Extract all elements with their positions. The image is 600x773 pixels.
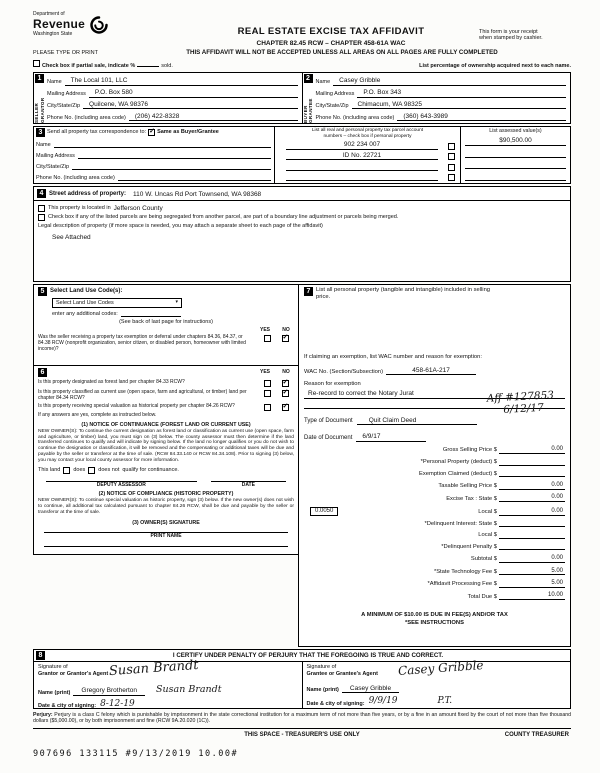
doc-type-label: Type of Document <box>304 418 353 425</box>
section8 <box>33 649 571 709</box>
segregated-checkbox[interactable] <box>38 214 45 221</box>
land-use-selected-value: Select Land Use Codes <box>56 299 114 306</box>
receipt-note-line1: This form is your receipt <box>479 29 538 35</box>
assessed-value-field[interactable]: $90,500.00 <box>465 137 566 145</box>
seller-city-label: City/State/Zip <box>47 102 81 109</box>
forest-no-checkbox[interactable] <box>282 380 289 387</box>
cashier-stamp: 907696 133115 #9/13/2019 10.00# <box>33 748 239 759</box>
correspondence-address-label: Mailing Address <box>36 152 75 159</box>
excise-tax-state-value: 0.00 <box>499 494 565 502</box>
seller-section <box>33 72 303 124</box>
local-tax-rate: 0.0050 <box>310 507 338 516</box>
gross-selling-price-label: Gross Selling Price $ <box>442 447 497 454</box>
buyer-city-field[interactable]: Chimacum, WA 98325 <box>352 101 566 109</box>
section4 <box>33 186 571 282</box>
section5 <box>33 284 299 366</box>
seller-phone-field[interactable]: (206) 422-8328 <box>129 113 298 121</box>
grantee-signature-label: Signature of <box>306 664 337 671</box>
treasurer-space-label: THIS SPACE - TREASURER'S USE ONLY <box>244 731 360 738</box>
land-use-select[interactable] <box>52 298 182 308</box>
grantee-date-value: 9/9/19 <box>368 696 398 707</box>
does-not-label: does not <box>98 466 120 473</box>
print-name-label: PRINT NAME <box>150 532 182 539</box>
assessed-value-field[interactable] <box>465 151 566 158</box>
segregated-label: Check box if any of the listed parcels are being segregated from another parcel, are part of a boundary line adjustment or parcels being merged. <box>48 214 399 221</box>
please-type-label: PLEASE TYPE OR PRINT <box>33 50 99 57</box>
grantee-agent-label: Grantee or Grantee's Agent <box>306 670 378 677</box>
logo-state-text: Washington State <box>33 30 73 37</box>
parcel-number-field[interactable]: 902 234 007 <box>286 141 438 149</box>
exemption-question: Was the seller receiving a property tax exemption or deferral under chapters 84.36, 84.37, or 84.38 RCW (nonprofit organization, senior citizen, or disabled person, homeowner with limited income)? <box>38 334 246 353</box>
delinquent-interest-state-value <box>499 520 565 527</box>
grantor-agent-label: Grantor or Grantor's Agent <box>38 670 109 677</box>
notice1-title: (1) NOTICE OF CONTINUANCE (FOREST LAND OR CURRENT USE) <box>81 421 251 428</box>
taxable-selling-price-label: Taxable Selling Price $ <box>438 483 497 490</box>
grantee-name-print-label: Name (print) <box>306 687 339 694</box>
wac-label: WAC No. (Section/Subsection) <box>304 368 384 375</box>
section7 <box>298 284 571 647</box>
section5-badge: 5 <box>38 287 47 296</box>
subtotal-label: Subtotal $ <box>470 556 497 563</box>
logo-revenue-text: Revenue <box>33 16 86 31</box>
correspondence-name-label: Name <box>36 141 51 148</box>
dropdown-arrow-icon: ▾ <box>175 299 178 306</box>
complete-note: If any answers are yes, complete as instructed below. <box>38 412 157 419</box>
affidavit-processing-fee-value: 5.00 <box>499 580 565 588</box>
warning-text: THIS AFFIDAVIT WILL NOT BE ACCEPTED UNLESS ALL AREAS ON ALL PAGES ARE FULLY COMPLETED <box>186 49 498 57</box>
grantor-signature-block <box>34 657 302 709</box>
correspondence-phone-label: Phone No. (including area code) <box>36 174 115 181</box>
buyer-side-label: BUYER <box>302 105 308 124</box>
exemption-no-checkbox[interactable] <box>282 335 289 342</box>
personal-property-blank-area[interactable] <box>304 300 565 350</box>
state-technology-fee-value: 5.00 <box>499 568 565 576</box>
dor-logo <box>33 12 183 37</box>
buyer-name-label: Name <box>315 79 331 86</box>
ownership-note: List percentage of ownership acquired next to each name. <box>419 62 571 69</box>
reason-label: Reason for exemption <box>304 381 361 388</box>
located-checkbox[interactable] <box>38 205 45 212</box>
form-title: REAL ESTATE EXCISE TAX AFFIDAVIT <box>237 26 425 37</box>
assessed-value-field[interactable] <box>465 174 566 181</box>
grantor-name-field[interactable]: Gregory Brotherton <box>73 687 145 695</box>
personal-property-deduct-value <box>499 459 565 466</box>
perjury-text: Perjury is a class C felony which is punishable by imprisonment in the state correctional institution for a maximum term of not more than five years, or by a fine in an amount fixed by the court of not more than five thousand dollars ($5,000.00), or by both imprisonment and fine (RCW 9A.20.020 (1C)). <box>33 712 571 725</box>
additional-codes-label: enter any additional codes: <box>52 311 118 318</box>
seller-city-field[interactable]: Quilcene, WA 98376 <box>83 101 297 109</box>
grantor-signature: Susan Brandt <box>108 657 200 680</box>
grantor-side-label: GRANTOR <box>39 97 45 124</box>
personal-property-checkbox-4[interactable] <box>448 174 455 181</box>
partial-sale-label: Check box if partial sale, indicate % <box>42 62 136 69</box>
grantee-date-label: Date & city of signing: <box>306 700 365 707</box>
section7-badge: 7 <box>304 287 313 296</box>
doc-date-field[interactable]: 6/9/17 <box>356 433 426 441</box>
legal-description-value: See Attached <box>52 233 91 241</box>
send-correspondence-label: Send all property tax correspondence to: <box>47 129 147 136</box>
yes-no-header: YES NO <box>259 326 290 333</box>
county-treasurer-label: COUNTY TREASURER <box>504 731 569 738</box>
delinquent-interest-local-value <box>499 532 565 539</box>
yes-no-header: YES NO <box>259 369 290 376</box>
owner-signature-field[interactable] <box>44 526 288 533</box>
reason-field[interactable]: Re-record to correct the Notary Jurat <box>304 390 565 398</box>
grantor-signature-label: Signature of <box>38 664 68 671</box>
street-address-field[interactable]: 110 W. Uncas Rd Port Townsend, WA 98368 <box>133 190 262 198</box>
correspondence-address-field[interactable] <box>78 152 271 159</box>
grantor-date-label: Date & city of signing: <box>38 702 97 709</box>
does-label: does <box>73 466 86 473</box>
personal-property-checkbox-2[interactable] <box>448 153 455 160</box>
current-use-no-checkbox[interactable] <box>282 390 289 397</box>
section3 <box>33 126 571 184</box>
street-address-label: Street address of property: <box>49 191 127 198</box>
same-as-buyer-checkbox[interactable] <box>148 129 155 136</box>
correspondence-city-label: City/State/Zip <box>36 163 70 170</box>
grantor-name-print-label: Name (print) <box>38 689 71 696</box>
current-use-question: Is this property classified as current use (open space, farm and agricultural, or timber) land per chapter 84.34 RCW? <box>38 389 247 402</box>
assessed-value-header: List assessed value(s) <box>489 128 542 135</box>
grantor-date-value: 8-12-19 <box>100 698 135 709</box>
additional-codes-field[interactable] <box>121 311 181 317</box>
personal-property-label: List all personal property (tangible and intangible) included in selling price. <box>316 287 491 300</box>
seller-phone-label: Phone No. (including area code) <box>47 114 126 121</box>
notice2-title: (2) NOTICE OF COMPLIANCE (HISTORIC PROPERTY) <box>98 491 234 498</box>
total-due-value: 10.00 <box>499 592 565 600</box>
located-county-field[interactable]: Jefferson County <box>113 205 163 213</box>
grantee-date-city: P.T. <box>437 696 453 707</box>
located-label: This property is located in <box>48 205 111 212</box>
partial-sale-percent-field[interactable] <box>137 61 159 67</box>
buyer-city-label: City/State/Zip <box>315 102 349 109</box>
notice1-body: NEW OWNER(S): To continue the current designation as forest land or classification as current use (open space, farm and agriculture, or timber) land, you must sign on (3) below. The county assessor must then determine if the land transferred continues to qualify and will indicate by signing below. If the land no longer qualifies or you do not wish to continue the designation or classification, it will be removed and the compensating or additional taxes will be due and payable by the seller or transferor at the time of sale. (RCW 84.33.140 or RCW 84.34.108). Prior to signing (3) below, you may contact your local county assessor for more information. <box>38 428 294 463</box>
subtotal-value: 0.00 <box>499 555 565 563</box>
land-use-label: Select Land Use Code(s): <box>50 288 123 295</box>
treasurer-footer <box>33 728 571 741</box>
certify-statement: I CERTIFY UNDER PENALTY OF PERJURY THAT THE FOREGOING IS TRUE AND CORRECT. <box>172 651 444 659</box>
section1-badge: 1 <box>35 74 44 83</box>
assessor-date-line: DATE <box>211 481 286 489</box>
section8-badge: 8 <box>36 651 45 660</box>
personal-property-checkbox-3[interactable] <box>448 164 455 171</box>
historic-property-question: Is this property receiving special valuation as historical property per chapter 84.26 RCW? <box>38 403 235 410</box>
section6 <box>33 365 299 555</box>
deputy-assessor-line: DEPUTY ASSESSOR <box>46 481 197 489</box>
buyer-name-field[interactable]: Casey Gribble <box>333 77 566 85</box>
historic-yes-checkbox[interactable] <box>264 404 271 411</box>
section3-badge: 3 <box>36 128 45 137</box>
same-as-buyer-label: Same as Buyer/Grantee <box>157 129 219 136</box>
exemption-claimed-label: Exemption Claimed (deduct) $ <box>419 470 497 477</box>
form-subtitle: CHAPTER 82.45 RCW – CHAPTER 458-61A WAC <box>256 39 406 47</box>
section4-badge: 4 <box>37 189 46 198</box>
reet-affidavit-page <box>33 12 571 759</box>
minimum-due-note: A MINIMUM OF $10.00 IS DUE IN FEE(S) AND/OR TAX *SEE INSTRUCTIONS <box>361 612 508 626</box>
correspondence-name-field[interactable] <box>54 141 271 148</box>
delinquent-penalty-label: *Delinquent Penalty $ <box>441 543 497 550</box>
qualify-label: qualify for continuance. <box>122 466 179 473</box>
parcel-header: List all real and personal property tax parcel account numbers – check box if personal property <box>311 128 424 139</box>
form-header <box>33 12 571 69</box>
assessed-value-field[interactable] <box>465 162 566 169</box>
grantee-side-label: GRANTEE <box>308 98 313 124</box>
perjury-label: Perjury: <box>33 712 53 719</box>
personal-property-deduct-label: *Personal Property (deduct) $ <box>420 458 497 465</box>
grantee-name-field[interactable]: Casey Gribble <box>342 685 399 693</box>
buyer-phone-label: Phone No. (including area code) <box>315 114 395 121</box>
print-name-field[interactable] <box>44 540 288 547</box>
forest-yes-checkbox[interactable] <box>264 380 271 387</box>
grantee-signature: Casey Gribble <box>397 658 484 678</box>
buyer-section <box>302 72 572 124</box>
receipt-note-line2: when stamped by cashier. <box>479 35 543 42</box>
handwritten-affidavit-note: Aff #127853 6/12/17 <box>486 389 554 416</box>
taxable-selling-price-value: 0.00 <box>499 482 565 490</box>
notice2-body: NEW OWNER(S): To continue special valuation as historic property, sign (3) below. If the new owner(s) does not wish to continue, all additional tax calculated pursuant to chapter 84.26 RCW, shall be due and payable by the seller or transferor at the time of sale. <box>38 498 294 516</box>
section6-badge: 6 <box>38 368 47 377</box>
partial-sold-label: sold. <box>161 62 173 69</box>
historic-no-checkbox[interactable] <box>282 404 289 411</box>
land-does-not-checkbox[interactable] <box>88 467 95 474</box>
seller-side-label: SELLER <box>34 102 40 124</box>
exemption-claimed-value <box>499 470 565 477</box>
exemption-yes-checkbox[interactable] <box>264 335 271 342</box>
grantor-name-handwritten: Susan Brandt <box>156 684 222 696</box>
current-use-yes-checkbox[interactable] <box>264 390 271 397</box>
seller-address-label: Mailing Address <box>47 91 86 98</box>
state-technology-fee-label: *State Technology Fee $ <box>433 568 497 575</box>
affidavit-processing-fee-label: *Affidavit Processing Fee $ <box>427 581 497 588</box>
buyer-address-label: Mailing Address <box>315 91 355 98</box>
doc-date-label: Date of Document <box>304 434 353 441</box>
perjury-notice <box>33 712 571 725</box>
section2-badge: 2 <box>304 74 313 83</box>
local-tax-value: 0.00 <box>499 508 565 516</box>
this-land-label: This land <box>38 466 61 473</box>
excise-tax-state-label: Excise Tax : State $ <box>446 495 497 502</box>
logo-dept-text: Department of <box>33 11 65 17</box>
delinquent-interest-local-label: Local $ <box>478 532 497 539</box>
buyer-phone-field[interactable]: (360) 643-3989 <box>397 113 566 121</box>
parcel-number-field[interactable] <box>286 174 438 181</box>
revenue-swirl-icon <box>89 15 109 35</box>
seller-name-field[interactable]: The Local 101, LLC <box>65 77 298 85</box>
exemption-claim-label: If claiming an exemption, list WAC number and reason for exemption: <box>304 354 482 361</box>
doc-type-field[interactable]: Quit Claim Deed <box>357 417 477 425</box>
partial-sale-checkbox[interactable] <box>33 60 40 67</box>
delinquent-penalty-value <box>499 543 565 550</box>
owners-signature-label: (3) OWNER(S) SIGNATURE <box>132 519 200 526</box>
correspondence-city-field[interactable] <box>72 163 271 170</box>
correspondence-phone-field[interactable] <box>118 174 271 181</box>
total-due-label: Total Due $ <box>467 593 497 600</box>
buyer-address-field[interactable]: P.O. Box 343 <box>357 89 566 97</box>
parcel-number-field[interactable]: ID No. 22721 <box>286 152 438 160</box>
forest-land-question: Is this property designated as forest land per chapter 84.33 RCW? <box>38 379 185 386</box>
grantee-signature-block <box>302 658 571 708</box>
land-does-checkbox[interactable] <box>63 467 70 474</box>
gross-selling-price-value: 0.00 <box>499 446 565 454</box>
personal-property-checkbox-1[interactable] <box>448 143 455 150</box>
parcel-number-field[interactable] <box>286 164 438 171</box>
wac-number-field[interactable]: 458-61A-217 <box>386 367 476 375</box>
seller-name-label: Name <box>47 79 62 86</box>
receipt-note <box>479 12 571 42</box>
local-tax-label: Local $ <box>478 508 497 515</box>
instructions-note: (See back of last page for instructions) <box>119 319 213 326</box>
delinquent-interest-state-label: *Delinquent Interest: State $ <box>424 520 497 527</box>
seller-address-field[interactable]: P.O. Box 580 <box>89 89 298 97</box>
legal-description-label: Legal description of property (if more space is needed, you may attach a separate sheet to each page of the affidavit) <box>38 223 323 230</box>
